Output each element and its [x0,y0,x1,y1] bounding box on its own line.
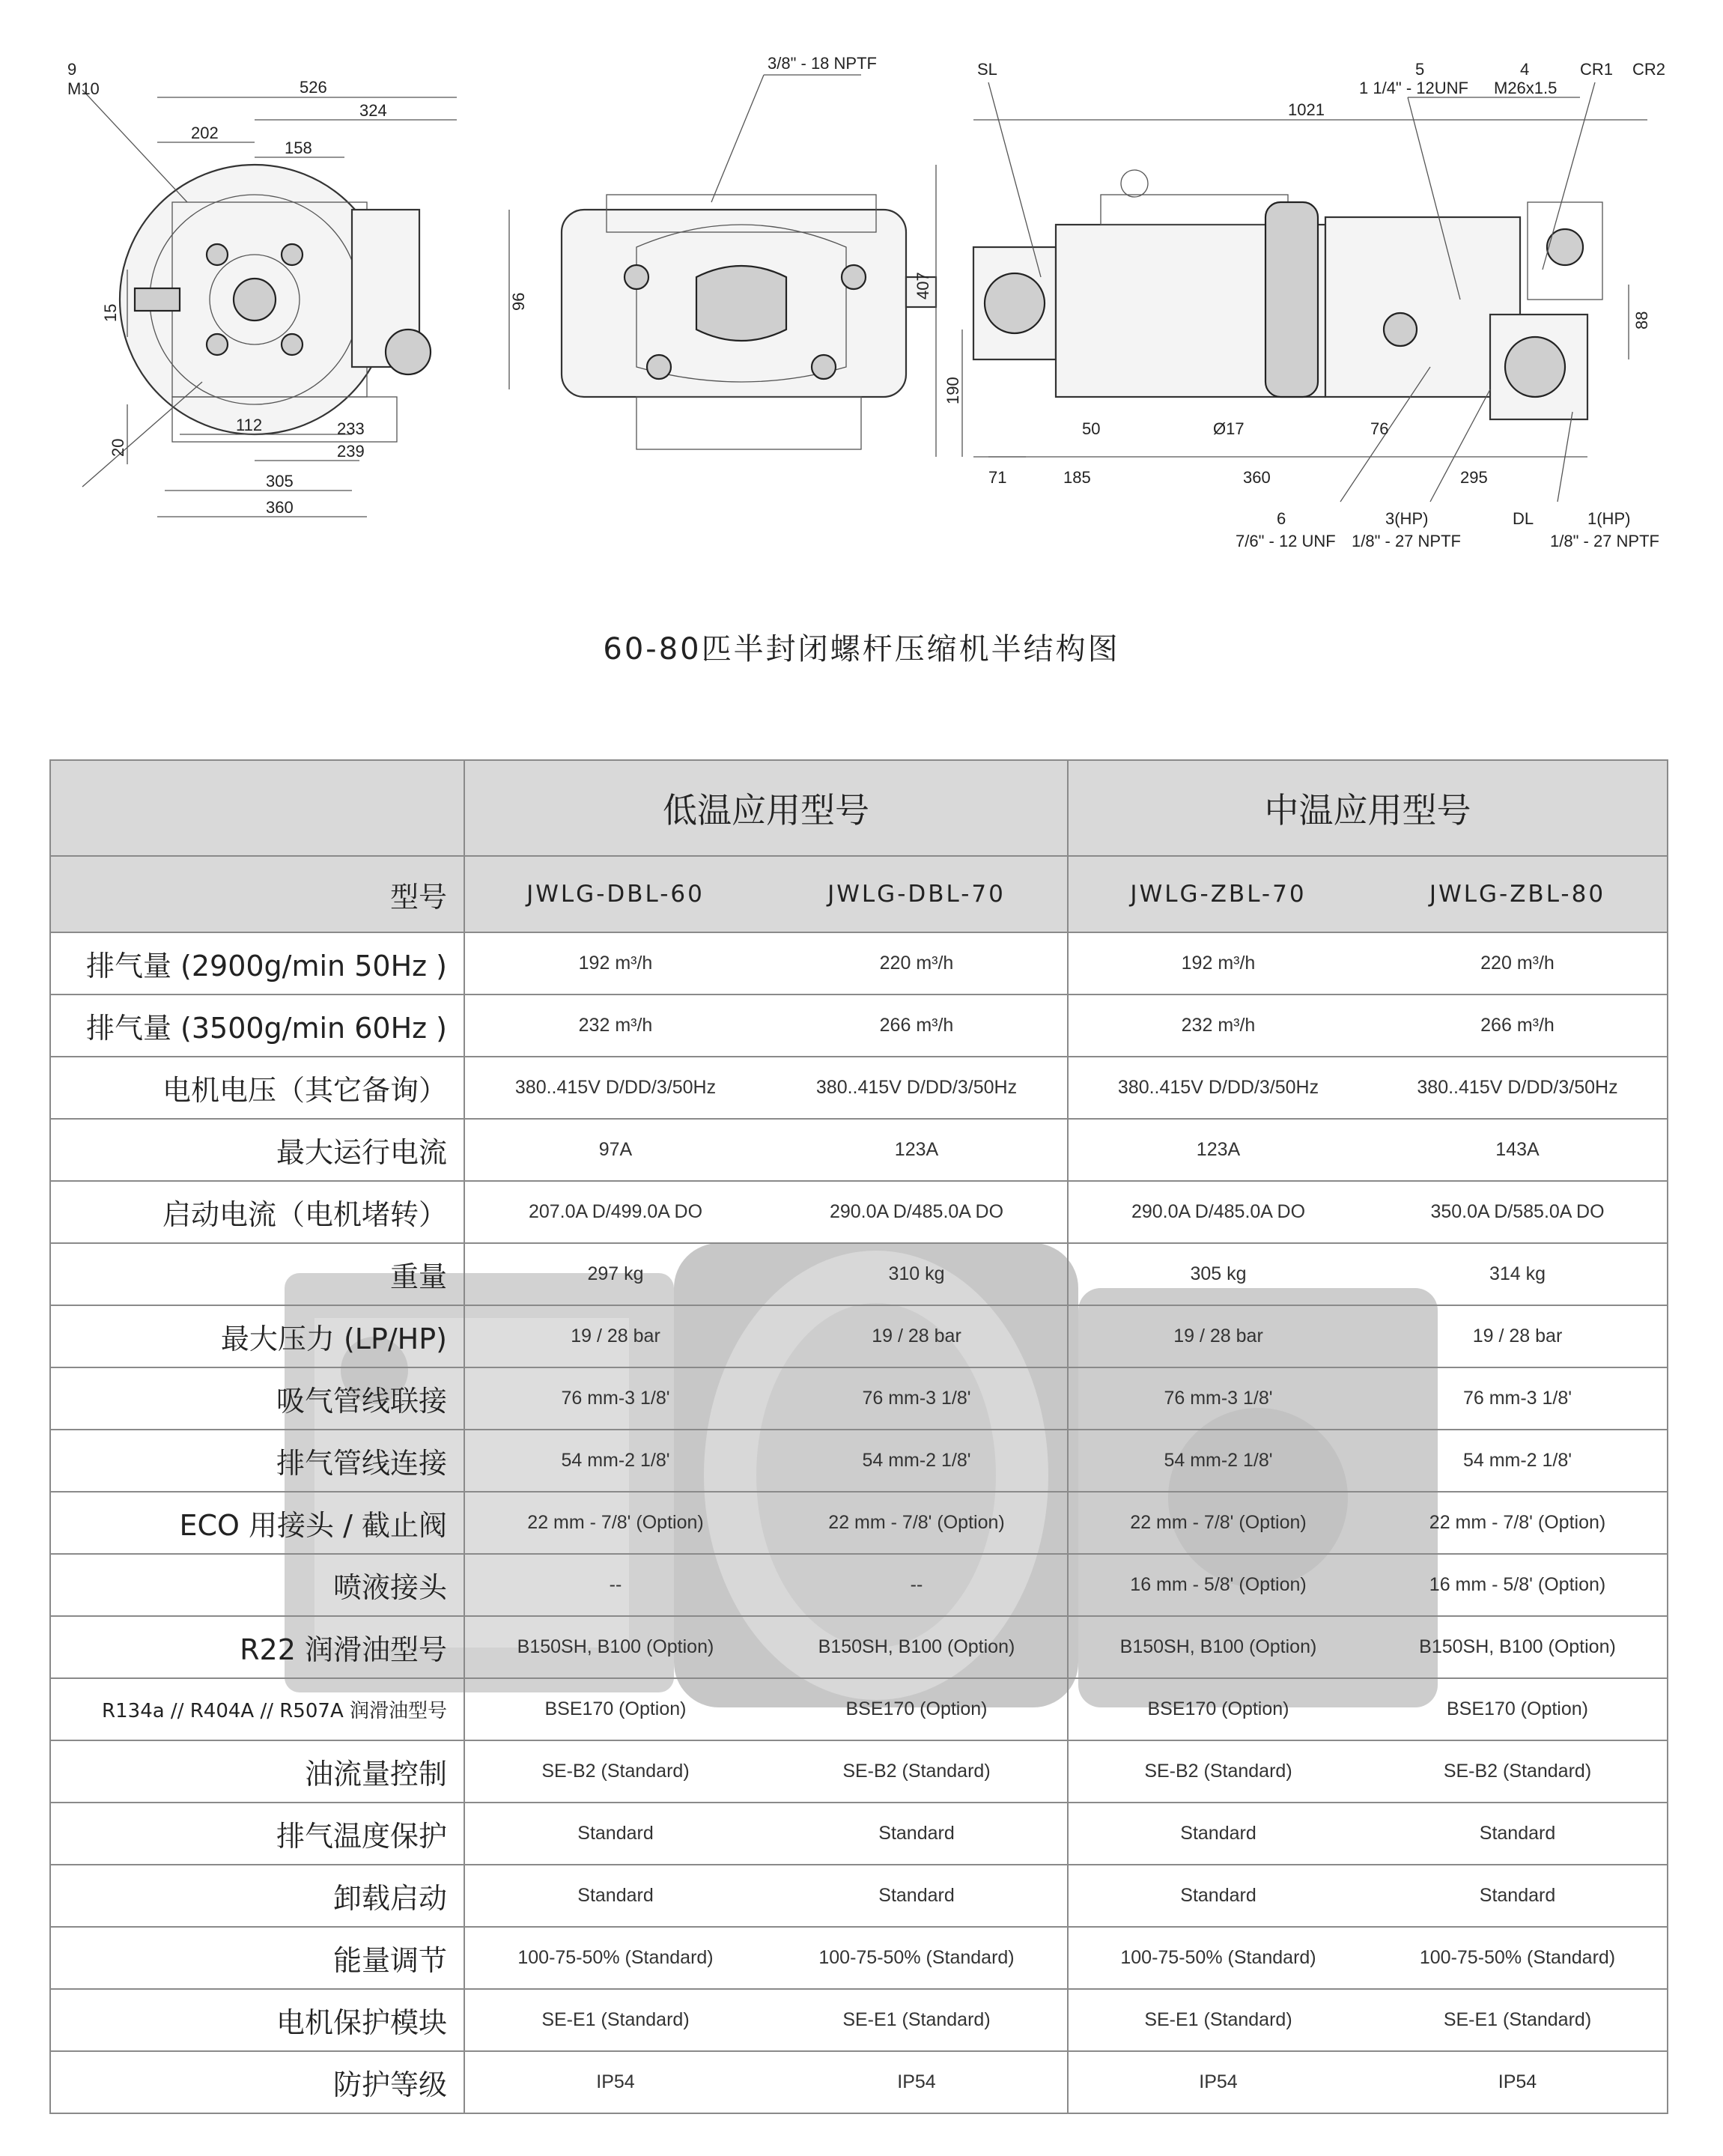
dim-label-7: 96 [509,292,528,311]
model-jwlg-dbl-70: JWLG-DBL-70 [766,856,1068,932]
spec-row [50,1119,1668,1181]
dim-label-88: 88 [1632,311,1651,330]
spec-row [50,1554,1668,1616]
dim-label-50: 50 [1082,419,1101,438]
spec-row-label: 防护等级 [50,2051,464,2113]
spec-value-cell: 100-75-50% (Standard) [766,1927,1068,1989]
spec-value-cell: SE-B2 (Standard) [1068,1740,1368,1803]
spec-row [50,1989,1668,2051]
dim-label-76: 76 [1370,419,1389,438]
spec-value-cell: Standard [464,1865,766,1927]
spec-value-cell: 19 / 28 bar [1068,1305,1368,1367]
dim-label-2: 526 [300,78,327,97]
spec-row [50,1243,1668,1305]
spec-row [50,1678,1668,1740]
dim-label-cr1: CR1 [1580,60,1614,79]
spec-value-cell: 380..415V D/DD/3/50Hz [766,1057,1068,1119]
spec-row-label: 电机保护模块 [50,1989,464,2051]
header-blank-cell [50,760,464,856]
dim-label-3hp: 3(HP) [1385,509,1429,528]
spec-row [50,1305,1668,1367]
dim-label-unf: 1 1/4" - 12UNF [1359,79,1468,97]
spec-value-cell: 220 m³/h [1368,932,1668,995]
spec-row [50,1616,1668,1678]
spec-value-cell: 16 mm - 5/8' (Option) [1368,1554,1668,1616]
spec-row-label: 电机电压（其它备询） [50,1057,464,1119]
dim-label-4: 4 [1520,60,1530,79]
spec-value-cell: 123A [766,1119,1068,1181]
spec-row-label: 最大压力 (LP/HP) [50,1305,464,1367]
model-label: 型号 [50,856,464,932]
spec-value-cell: 100-75-50% (Standard) [1368,1927,1668,1989]
spec-table-container [49,759,1667,2114]
spec-value-cell: 22 mm - 7/8' (Option) [1368,1492,1668,1554]
spec-row-label: 能量调节 [50,1927,464,1989]
spec-row-label: 喷液接头 [50,1554,464,1616]
dim-label-5: 158 [285,139,312,157]
spec-value-cell: 54 mm-2 1/8' [1068,1430,1368,1492]
spec-value-cell: IP54 [766,2051,1068,2113]
spec-value-cell: 380..415V D/DD/3/50Hz [464,1057,766,1119]
spec-value-cell: SE-B2 (Standard) [766,1740,1068,1803]
dim-label-8: 20 [109,438,127,457]
dim-label-0: 9 [67,60,77,79]
spec-value-cell: 266 m³/h [766,995,1068,1057]
dim-label-cr2: CR2 [1632,60,1666,79]
spec-value-cell: 314 kg [1368,1243,1668,1305]
spec-value-cell: 19 / 28 bar [1368,1305,1668,1367]
dim-label-5: 5 [1415,60,1425,79]
spec-row [50,1740,1668,1803]
spec-value-cell: SE-E1 (Standard) [1068,1989,1368,2051]
model-jwlg-zbl-80: JWLG-ZBL-80 [1368,856,1668,932]
spec-value-cell: SE-B2 (Standard) [1368,1740,1668,1803]
spec-value-cell: 192 m³/h [1068,932,1368,995]
spec-row-label: R134a // R404A // R507A 润滑油型号 [50,1678,464,1740]
spec-value-cell: 22 mm - 7/8' (Option) [464,1492,766,1554]
dim-label-13: 360 [266,498,294,517]
spec-row [50,1803,1668,1865]
spec-table [49,759,1668,2114]
spec-value-cell: BSE170 (Option) [464,1678,766,1740]
dim-label-295: 295 [1460,468,1488,487]
spec-row-label: 吸气管线联接 [50,1367,464,1430]
dim-label-6: 6 [1277,509,1286,528]
spec-value-cell: IP54 [464,2051,766,2113]
dim-label-190: 190 [943,377,962,404]
compressor-dimension-drawing [67,52,1722,599]
spec-value-cell: 290.0A D/485.0A DO [1068,1181,1368,1243]
spec-value-cell: B150SH, B100 (Option) [464,1616,766,1678]
group-mid-temp: 中温应用型号 [1068,760,1668,856]
npt-label: 3/8" - 18 NPTF [768,54,877,73]
group-low-temp: 低温应用型号 [464,760,1068,856]
front-view [67,60,528,517]
spec-value-cell: Standard [1368,1865,1668,1927]
spec-row [50,1927,1668,1989]
spec-value-cell: Standard [1368,1803,1668,1865]
spec-row [50,1865,1668,1927]
spec-row-label: 排气量 (2900g/min 50Hz ) [50,932,464,995]
side-view [914,60,1665,550]
spec-rows [50,932,1668,2113]
spec-value-cell: BSE170 (Option) [1068,1678,1368,1740]
spec-value-cell: Standard [1068,1803,1368,1865]
dim-label-3: 324 [359,101,387,120]
dim-label-4: 202 [191,124,219,142]
model-jwlg-zbl-70: JWLG-ZBL-70 [1068,856,1368,932]
spec-value-cell: 19 / 28 bar [766,1305,1068,1367]
spec-value-cell: IP54 [1368,2051,1668,2113]
spec-value-cell: 350.0A D/585.0A DO [1368,1181,1668,1243]
spec-value-cell: Standard [464,1803,766,1865]
spec-value-cell: 100-75-50% (Standard) [1068,1927,1368,1989]
model-jwlg-dbl-60: JWLG-DBL-60 [464,856,766,932]
spec-row [50,1492,1668,1554]
spec-row-label: 排气温度保护 [50,1803,464,1865]
spec-value-cell: -- [464,1554,766,1616]
dim-label-npt2: 1/8" - 27 NPTF [1550,532,1659,550]
spec-value-cell: 207.0A D/499.0A DO [464,1181,766,1243]
dim-label-185: 185 [1063,468,1091,487]
spec-row-label: 油流量控制 [50,1740,464,1803]
spec-row [50,2051,1668,2113]
spec-value-cell: 16 mm - 5/8' (Option) [1068,1554,1368,1616]
dim-label-1hp: 1(HP) [1587,509,1631,528]
spec-value-cell: 76 mm-3 1/8' [1368,1367,1668,1430]
spec-row-label: R22 润滑油型号 [50,1616,464,1678]
spec-value-cell: 123A [1068,1119,1368,1181]
spec-value-cell: 290.0A D/485.0A DO [766,1181,1068,1243]
spec-row [50,995,1668,1057]
spec-value-cell: SE-E1 (Standard) [464,1989,766,2051]
dim-label-407: 407 [914,272,932,300]
dim-label-1: M10 [67,79,100,98]
spec-value-cell: IP54 [1068,2051,1368,2113]
spec-value-cell: 97A [464,1119,766,1181]
spec-value-cell: B150SH, B100 (Option) [1068,1616,1368,1678]
dim-label-m26: M26x1.5 [1494,79,1558,97]
spec-row-label: 重量 [50,1243,464,1305]
technical-drawing [67,52,1722,599]
spec-value-cell: 232 m³/h [1068,995,1368,1057]
spec-value-cell: 22 mm - 7/8' (Option) [1068,1492,1368,1554]
spec-row [50,1057,1668,1119]
spec-value-cell: Standard [766,1865,1068,1927]
dim-label-1021: 1021 [1288,100,1325,119]
spec-value-cell: SE-E1 (Standard) [766,1989,1068,2051]
spec-value-cell: 380..415V D/DD/3/50Hz [1368,1057,1668,1119]
spec-value-cell: 19 / 28 bar [464,1305,766,1367]
spec-row [50,932,1668,995]
spec-value-cell: 232 m³/h [464,995,766,1057]
dim-label-dia17: Ø17 [1213,419,1245,438]
spec-value-cell: B150SH, B100 (Option) [766,1616,1068,1678]
dim-label-dl: DL [1513,509,1534,528]
spec-value-cell: 54 mm-2 1/8' [766,1430,1068,1492]
spec-value-cell: SE-E1 (Standard) [1368,1989,1668,2051]
spec-value-cell: B150SH, B100 (Option) [1368,1616,1668,1678]
dim-label-9: 112 [236,416,263,434]
dim-label-360: 360 [1243,468,1271,487]
spec-value-cell: BSE170 (Option) [1368,1678,1668,1740]
spec-row-label: 最大运行电流 [50,1119,464,1181]
spec-value-cell: Standard [1068,1865,1368,1927]
spec-value-cell: 143A [1368,1119,1668,1181]
spec-value-cell: 380..415V D/DD/3/50Hz [1068,1057,1368,1119]
dim-label-npt1: 1/8" - 27 NPTF [1352,532,1461,550]
spec-value-cell: 54 mm-2 1/8' [1368,1430,1668,1492]
spec-value-cell: 76 mm-3 1/8' [766,1367,1068,1430]
dim-label-12: 305 [266,472,294,491]
dim-label-11: 239 [337,442,365,461]
drawing-caption: 60-80匹半封闭螺杆压缩机半结构图 [603,632,1120,666]
spec-value-cell: 54 mm-2 1/8' [464,1430,766,1492]
spec-row-label: 排气量 (3500g/min 60Hz ) [50,995,464,1057]
spec-value-cell: 76 mm-3 1/8' [464,1367,766,1430]
spec-value-cell: 266 m³/h [1368,995,1668,1057]
spec-row-label: 卸载启动 [50,1865,464,1927]
dim-label-unf2: 7/6" - 12 UNF [1236,532,1336,550]
spec-value-cell: SE-B2 (Standard) [464,1740,766,1803]
spec-value-cell: 305 kg [1068,1243,1368,1305]
spec-value-cell: -- [766,1554,1068,1616]
spec-value-cell: 100-75-50% (Standard) [464,1927,766,1989]
dim-label-71: 71 [988,468,1007,487]
spec-row [50,1430,1668,1492]
dim-label-sl: SL [977,60,997,79]
spec-value-cell: 310 kg [766,1243,1068,1305]
spec-value-cell: 22 mm - 7/8' (Option) [766,1492,1068,1554]
spec-value-cell: Standard [766,1803,1068,1865]
spec-value-cell: BSE170 (Option) [766,1678,1068,1740]
spec-row-label: 排气管线连接 [50,1430,464,1492]
spec-row-label: ECO 用接头 / 截止阀 [50,1492,464,1554]
spec-row [50,1367,1668,1430]
dim-label-10: 233 [337,419,365,438]
dim-label-6: 15 [101,303,120,322]
middle-view [562,54,936,449]
spec-value-cell: 297 kg [464,1243,766,1305]
spec-value-cell: 76 mm-3 1/8' [1068,1367,1368,1430]
spec-value-cell: 192 m³/h [464,932,766,995]
spec-row-label: 启动电流（电机堵转） [50,1181,464,1243]
spec-row [50,1181,1668,1243]
spec-value-cell: 220 m³/h [766,932,1068,995]
